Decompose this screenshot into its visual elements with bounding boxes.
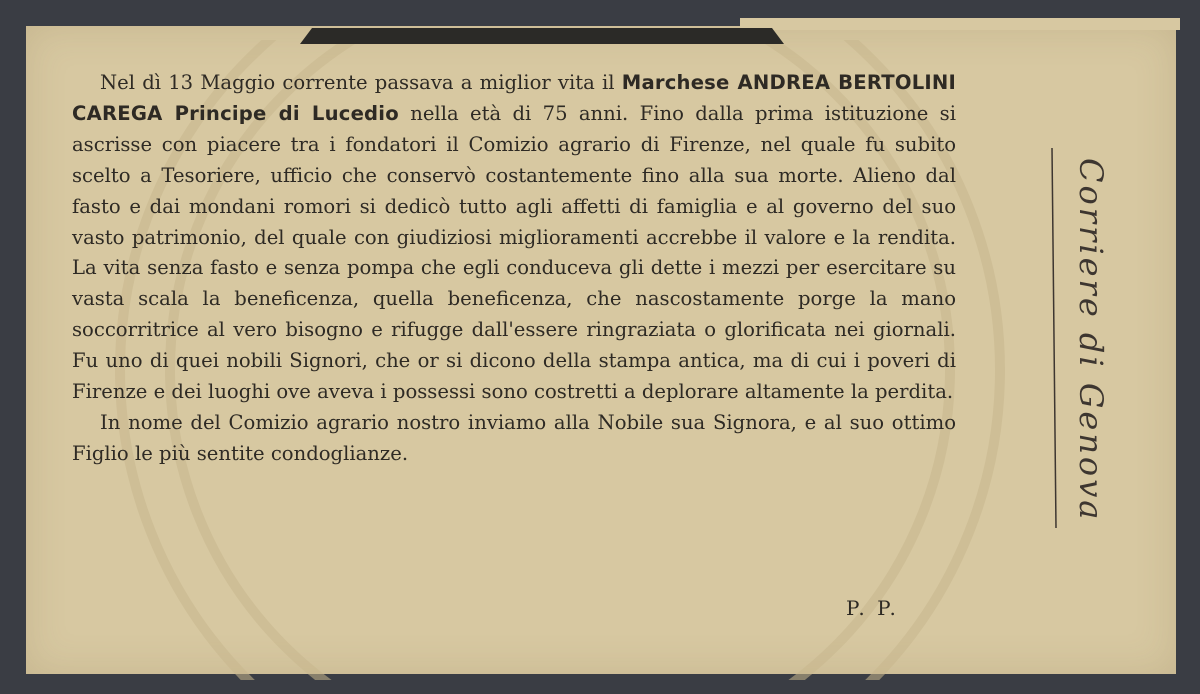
clipping-edge <box>740 18 1180 30</box>
obituary-text <box>72 68 956 470</box>
paragraph-1 <box>72 68 956 408</box>
header-rule <box>300 28 784 44</box>
paragraph-1-body: nella età di 75 anni. Fino dalla prima istituzione si ascrisse con piacere tra i fondatori il Comizio agrario di Firenze, nel quale fu subito scelto a Tesoriere, ufficio che conservò costantemente fino alla sua morte. Alieno dal fasto e dai mondani romori si dedicò tutto agli affetti di famiglia e al governo del suo vasto patrimonio, del quale con giudiziosi miglioramenti accrebbe il valore e la rendita. La vita senza fasto e senza pompa che egli conduceva gli dette i mezzi per esercitare su vasta scala la beneficenza, quella beneficenza, che nascostamente porge la mano soccorritrice al vero bisogno e rifugge dall'essere ringraziata o glorificata nei giornali. Fu uno di quei nobili Signori, che or si dicono della stampa antica, ma di cui i poveri di Firenze e dei luoghi ove aveva i possessi sono costretti a deplorare altamente la perdita. <box>72 101 956 404</box>
signature-initials: P. P. <box>846 596 899 620</box>
paragraph-1-intro: Nel dì 13 Maggio corrente passava a miglior vita il <box>100 71 622 94</box>
paragraph-2: In nome del Comizio agrario nostro inviamo alla Nobile sua Signora, e al suo ottimo Figlio le più sentite condoglianze. <box>72 410 956 465</box>
margin-note-text: Corriere di Genova <box>1072 158 1110 523</box>
deceased-name: Marchese ANDREA BERTOLINI CAREGA Principe di Lucedio <box>72 71 956 125</box>
